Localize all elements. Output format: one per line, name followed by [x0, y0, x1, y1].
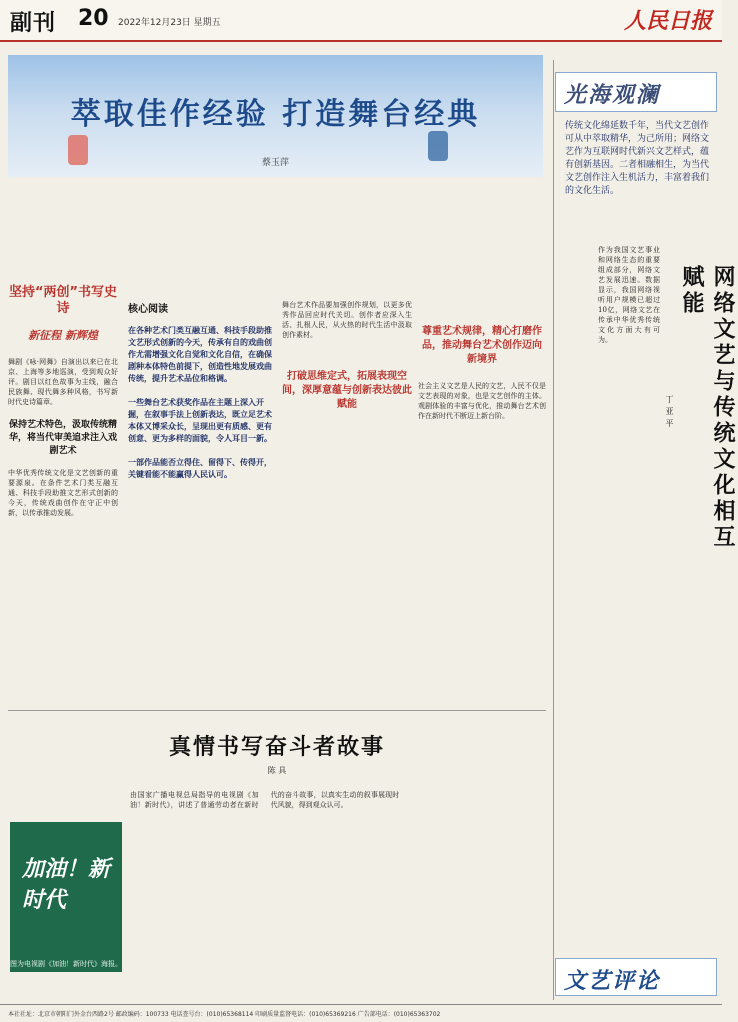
footer-text: 本社社址：北京市朝阳门外金台西路2号 邮政编码：100733 电话查号台：(010)65368114 印刷质量监督电话：(010)65369216 广告部电话：(010)65363702	[8, 1011, 441, 1018]
left-body-2: 中华优秀传统文化是文艺创新的重要源泉。在条件艺术门类互融互通、科技手段助推文艺形式创新的今天，传统戏曲创作在守正中创新，以传承推动发展。	[8, 469, 118, 517]
main-headline: 萃取佳作经验 打造舞台经典	[70, 97, 481, 132]
vertical-body: 作为我国文艺事业和网络生态的重要组成部分，网络文艺发展迅速。数据显示，我国网络视听用户规模已超过10亿，网络文艺在传承中华优秀传统文化方面大有可为。	[598, 246, 660, 344]
column-banner-title: 光海观澜	[564, 82, 661, 108]
bottom-headline: 真情书写奋斗者故事	[168, 735, 385, 760]
vertical-headline: 网络文艺与传统文化相互赋能	[679, 265, 735, 551]
hero-image	[8, 55, 543, 177]
poster-title: 加油！新时代	[22, 856, 111, 913]
left-headline: 坚持“两创”书写史诗	[8, 285, 118, 316]
page-footer	[0, 1004, 722, 1022]
right-mid-subhead: 尊重艺术规律，精心打磨作品，推动舞台艺术创作迈向新境界	[422, 326, 542, 365]
mid-subhead: 打破思维定式，拓展表现空间，深厚意蕴与创新表达彼此赋能	[282, 371, 412, 410]
right-mid-article	[418, 300, 546, 421]
newspaper-logo: 人民日报	[623, 8, 712, 34]
left-subhead-2: 保持艺术特色，汲取传统精华，将当代审美追求注入戏剧艺术	[8, 420, 117, 456]
left-body: 舞剧《咏·网舞》自演出以来已在北京、上海等多地巡演，受到观众好评。剧目以红色故事为主线，融合民族舞、现代舞多种风格，书写新时代史诗篇章。	[8, 358, 118, 406]
left-subhead: 新征程 新辉煌	[28, 329, 98, 342]
core-reading-label: 核心阅读	[128, 304, 168, 315]
section-name: 副刊	[10, 11, 57, 36]
intro-text: 传统文化绵延数千年，当代文艺创作可从中萃取精华，为己所用；网络文艺作为互联网时代新兴文艺样式，蕴有创新基因。二者相融相生，为当代文艺创作注入生机活力，丰富着我们的文化生活。	[565, 121, 710, 196]
issue-date: 2022年12月23日 星期五	[118, 18, 221, 28]
divider	[8, 710, 546, 711]
right-mid-body: 社会主义文艺是人民的文艺，人民不仅是文艺表现的对象，也是文艺创作的主体。观剧体验的丰富与优化，推动舞台艺术创作在新时代不断迈上新台阶。	[418, 382, 546, 420]
core-reading-1: 在各种艺术门类互融互通、科技手段助推文艺形式创新的今天，传承有自的戏曲创作尤需增强文化自觉和文化自信，在确保剧种本体特色前提下，创造性地发展戏曲传统，提升艺术品位和格调。	[128, 326, 272, 383]
bottom-author: 陈 具	[267, 766, 287, 775]
mid-article-2	[282, 300, 412, 412]
poster-caption: 图为电视剧《加油！新时代》海报。	[10, 960, 122, 968]
page-header	[0, 0, 722, 42]
column-banner-2	[555, 958, 717, 996]
main-byline: 蔡玉萍	[261, 158, 289, 168]
core-reading-3: 一部作品能否立得住、留得下、传得开，关键看能不能赢得人民认可。	[128, 458, 272, 479]
mid-body: 舞台艺术作品要加强创作规划，以更多优秀作品回应时代关切。创作者应深入生活、扎根人民，从火热的时代生活中汲取创作素材。	[282, 301, 412, 339]
left-article	[8, 285, 118, 518]
page-number: 20	[78, 6, 109, 31]
column-banner	[555, 72, 717, 112]
vertical-author: 丁亚平	[665, 395, 674, 431]
bottom-body: 由国家广播电视总局指导的电视剧《加油！新时代》，讲述了普通劳动者在新时代的奋斗故事，以真实生动的叙事展现时代风貌，得到观众认可。	[130, 791, 400, 809]
divider	[553, 60, 554, 1000]
mid-article	[128, 300, 276, 481]
core-reading-2: 一些舞台艺术获奖作品在主题上深入开掘，在叙事手法上创新表达，既立足艺术本体又博采众长，呈现出更有质感、更有创意、更为多样的面貌，令人耳目一新。	[128, 398, 272, 443]
column-banner-2-title: 文艺评论	[564, 968, 661, 994]
poster-image	[10, 822, 122, 972]
